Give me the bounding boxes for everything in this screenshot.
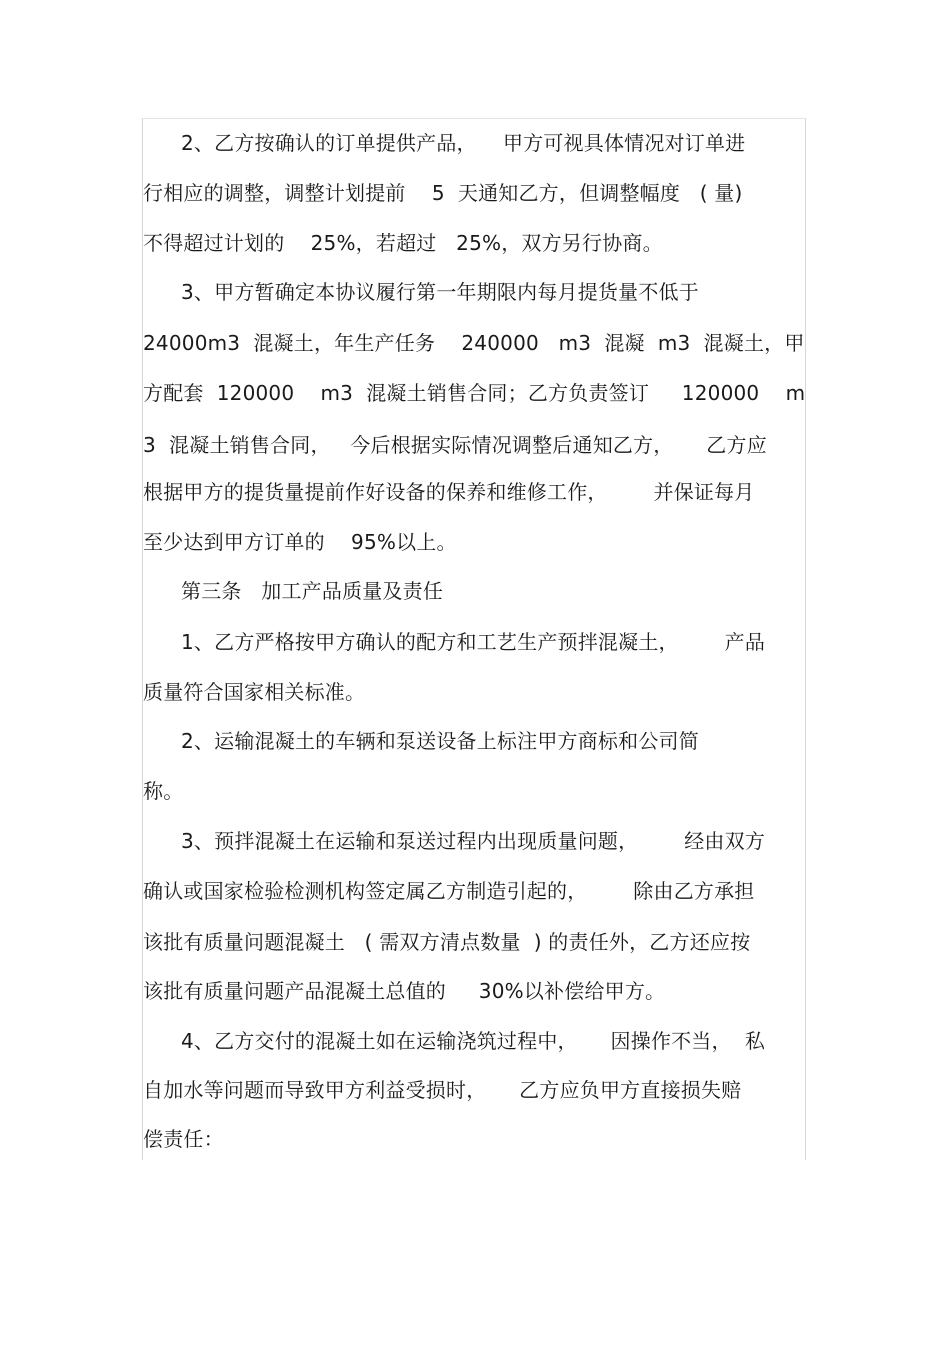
section-heading: 第三条 加工产品质量及责任 <box>181 579 444 603</box>
paragraph-line: 不得超过计划的 25%，若超过 25%，双方另行协商。 <box>143 231 663 255</box>
paragraph-line: 质量符合国家相关标准。 <box>143 680 366 704</box>
paragraph-line: 至少达到甲方订单的 95%以上。 <box>143 530 457 554</box>
paragraph-line: 24000m3 混凝土，年生产任务 240000 m3 混凝 m3 混凝土，甲 <box>143 331 805 355</box>
paragraph-line: 该批有质量问题产品混凝土总值的 30%以补偿给甲方。 <box>143 979 666 1003</box>
paragraph-line: 3、甲方暂确定本协议履行第一年期限内每月提货量不低于 <box>181 280 699 304</box>
paragraph-line: 称。 <box>143 779 184 803</box>
paragraph-line: 确认或国家检验检测机构签定属乙方制造引起的， 除由乙方承担 <box>143 879 755 903</box>
paragraph-line: 4、乙方交付的混凝土如在运输浇筑过程中， 因操作不当， 私 <box>181 1029 766 1053</box>
paragraph-line: 自加水等问题而导致甲方利益受损时， 乙方应负甲方直接损失赔 <box>143 1078 742 1102</box>
paragraph-line: 3、预拌混凝土在运输和泵送过程内出现质量问题， 经由双方 <box>181 829 766 853</box>
paragraph-line: 2、运输混凝土的车辆和泵送设备上标注甲方商标和公司简 <box>181 729 699 753</box>
paragraph-line: 行相应的调整，调整计划提前 5 天通知乙方，但调整幅度 ( 量) <box>143 181 743 205</box>
paragraph-line: 1、乙方严格按甲方确认的配方和工艺生产预拌混凝土， 产品 <box>181 630 766 654</box>
paragraph-line: 偿责任： <box>143 1127 224 1151</box>
paragraph-line: 根据甲方的提货量提前作好设备的保养和维修工作， 并保证每月 <box>143 480 755 504</box>
paragraph-line: 2、乙方按确认的订单提供产品， 甲方可视具体情况对订单进 <box>181 131 746 155</box>
paragraph-line: 该批有质量问题混凝土 ( 需双方清点数量 ) 的责任外，乙方还应按 <box>143 930 751 954</box>
paragraph-line: 方配套 120000 m3 混凝土销售合同；乙方负责签订 120000 m <box>143 381 806 405</box>
paragraph-line: 3 混凝土销售合同， 今后根据实际情况调整后通知乙方， 乙方应 <box>143 433 767 457</box>
